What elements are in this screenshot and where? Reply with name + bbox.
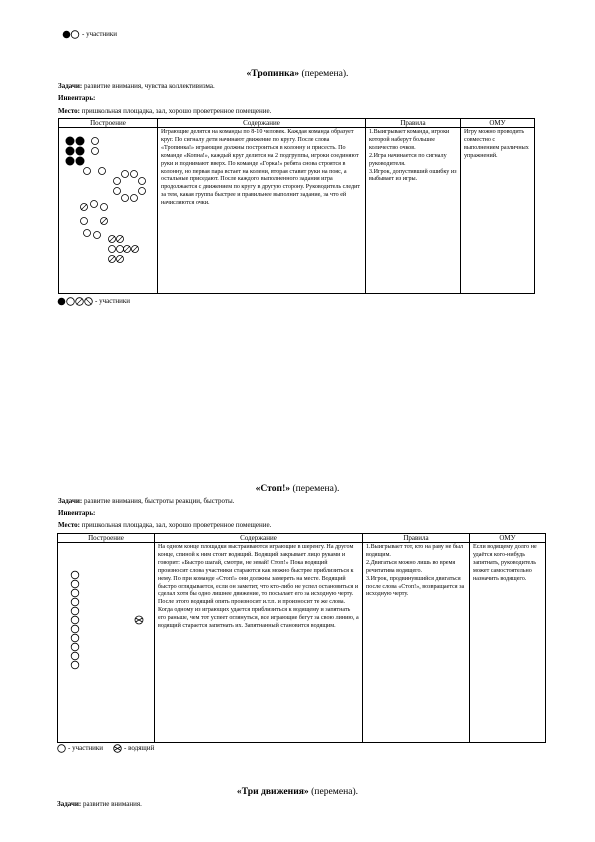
- game1-body-row: [59, 128, 535, 294]
- game2-task: Задачи: развитие внимания, быстроты реакции, быстроты.: [58, 497, 235, 505]
- line-formation-diagram: [61, 544, 149, 694]
- header-rules: Правила: [366, 119, 461, 128]
- header-omu: ОМУ: [470, 534, 546, 543]
- game1-inventory: Инвентарь:: [58, 94, 96, 102]
- participant-dots-icon: [62, 30, 80, 39]
- game2-body-row: [58, 543, 546, 743]
- header-construction: Построение: [59, 119, 158, 128]
- legend-mid: [57, 297, 130, 306]
- game2-rules: 1.Выигрывает тот, кто на раву не был водящим. 2.Двигаться можно лишь во время речитатива водящего. 3.Игрок, продвинувшийся двигаться после слова «Стоп!», возвращается за исходную черту.: [363, 543, 470, 743]
- header-content: Содержание: [155, 534, 363, 543]
- game2-place: Место: пришкольная площадка, зал, хорошо проветренное помещение.: [58, 521, 272, 529]
- game1-header-row: [59, 119, 535, 128]
- game2-title: «Стоп!» (перемена).: [255, 483, 340, 494]
- formation-diagram: [62, 129, 154, 279]
- game1-rules: 1.Выигрывает команда, игроки которой наберут большее количество очков. 2.Игра начинается по сигналу руководителя. 3.Игрок, допустивший ошибку из выбывает из игры.: [366, 128, 461, 294]
- legend-top-text: - участники: [82, 30, 118, 38]
- game2-omu: Если водящему долго не удаётся кого-нибудь запятнать, руководитель может самостоятельно назначить водящего.: [470, 543, 546, 743]
- game1-title: «Тропинка» (перемена).: [246, 68, 349, 79]
- header-content: Содержание: [158, 119, 366, 128]
- game2-content: На одном конце площадки выстраиваются играющие в шеренгу. На другом конце, спиной к ним стоит водящий. Водящий закрывает лицо руками и говорит: «Быстро шагай, смотри, не зевай! Стоп!» Пока водящий произносит слова участники стараются как можно быстрее приблизиться к нему. По при команде «Стоп!» они должны замереть на месте. Водящий быстро оглядывается, если он заметит, что кто-либо не успел остановиться и сделал хотя бы одно лишнее движение, то посылает его за исходную черту. После этого водящий опять произносит и.т.п. и произносит те же слова. Когда одному из играющих удается приблизиться к водящему и запятнать его раньше, чем тот успеет оглянуться, все играющие бегут за свою линию, а водящий старается запятнать их. Запятнанный становится водящим.: [155, 543, 363, 743]
- game2-table: [57, 533, 546, 743]
- game1-task: Задачи: развитие внимания, чувства коллективизма.: [58, 82, 215, 90]
- leader-circle-icon: [113, 744, 122, 753]
- game1-table: [58, 118, 535, 294]
- game1-diagram-cell: [59, 128, 158, 294]
- participant-types-icon: [57, 297, 93, 306]
- legend-participants-text: - участники: [68, 744, 104, 752]
- game2-inventory: Инвентарь:: [58, 509, 96, 517]
- game1-place: Место: пришкольная площадка, зал, хорошо проветренное помещение.: [58, 107, 272, 115]
- header-construction: Построение: [58, 534, 155, 543]
- game2-header-row: [58, 534, 546, 543]
- leader-icon: [135, 616, 143, 624]
- legend-mid-text: - участники: [95, 297, 131, 305]
- game3-title: «Три движения» (перемена).: [236, 786, 359, 797]
- legend-leader-text: - водящий: [124, 744, 155, 752]
- legend-top: [62, 30, 117, 39]
- game1-omu: Игру можно проводить совместно с выполнением различных упражнений.: [461, 128, 535, 294]
- header-rules: Правила: [363, 534, 470, 543]
- participant-circle-icon: [57, 744, 66, 753]
- header-omu: ОМУ: [461, 119, 535, 128]
- game2-diagram-cell: [58, 543, 155, 743]
- game3-task: Задачи: развитие внимания.: [57, 800, 142, 808]
- game1-content: Играющие делятся на команды по 8-10 человек. Каждая команда образует круг. По сигналу дети начинают движение по кругу. После слова «Тропинка!» играющие должны построиться в колонну и присесть. По команде «Копна!», каждый круг делится на 2 подгруппы, игроки соединяют руки и поднимают вверх. По команде «Горка!» ребята снова строятся в колонну, но первая пара встает на колени, вторая ставит руки на пояс, а остальные приседают. После каждого выполненного задания игра продолжается с движением по кругу в другую сторону. Руководитель следит за тем, какая группа быстрее и правильнее выполнит задание, за что ей начисляются очки.: [158, 128, 366, 294]
- legend-bottom: [57, 744, 154, 753]
